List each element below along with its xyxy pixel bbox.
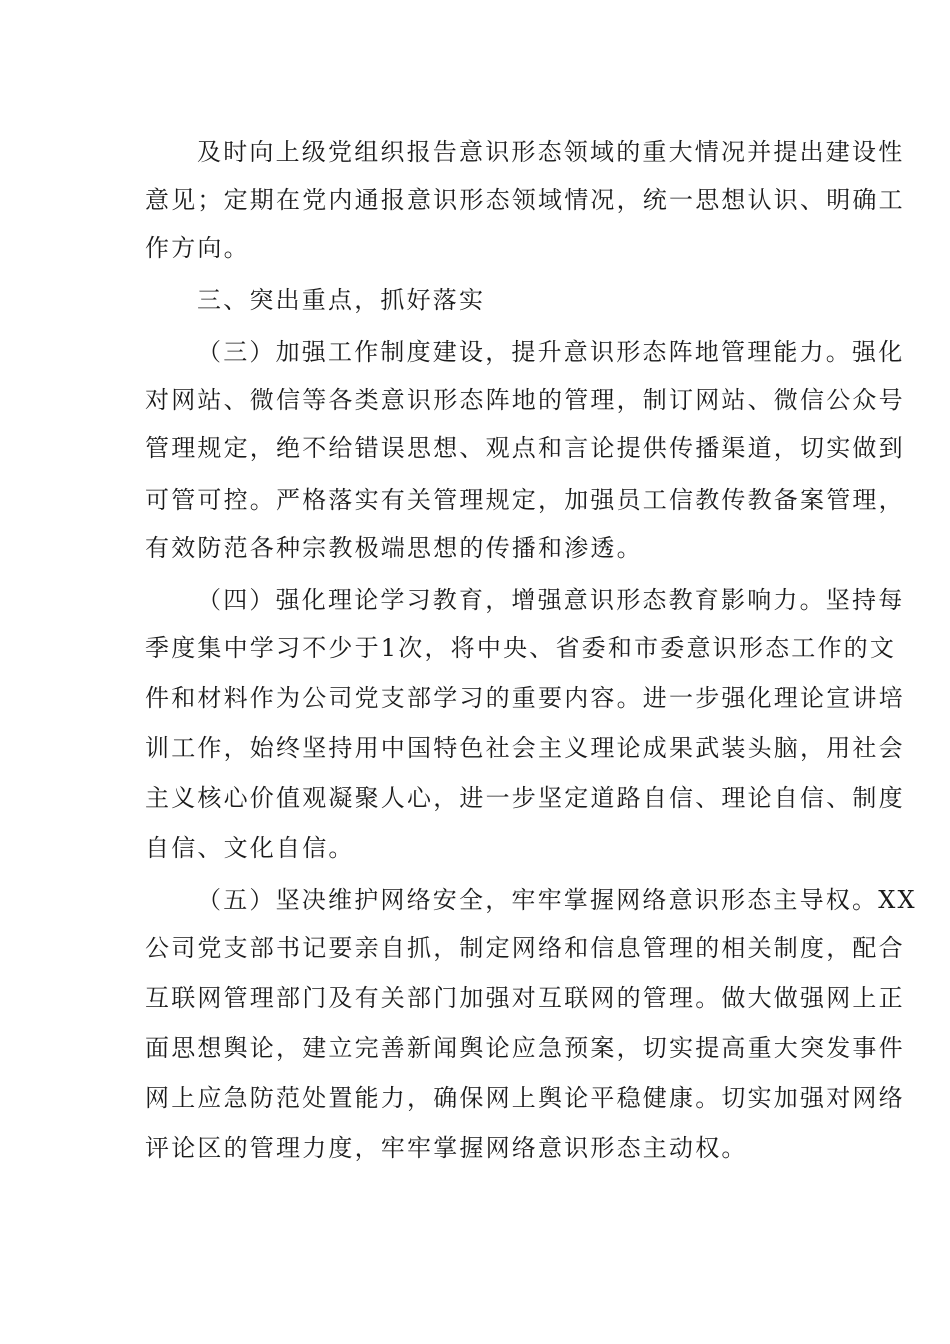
text-line: 可管可控。严格落实有关管理规定，加强员工信教传教备案管理， — [145, 486, 905, 514]
text-line: （四）强化理论学习教育，增强意识形态教育影响力。坚持每 — [197, 586, 905, 614]
text-line: 公司党支部书记要亲自抓，制定网络和信息管理的相关制度，配合 — [145, 934, 905, 962]
text-line: 意见；定期在党内通报意识形态领域情况，统一思想认识、明确工 — [145, 186, 905, 214]
text-line: 有效防范各种宗教极端思想的传播和渗透。 — [145, 534, 643, 562]
text-line: 主义核心价值观凝聚人心，进一步坚定道路自信、理论自信、制度 — [145, 784, 905, 812]
text-line: 管理规定，绝不给错误思想、观点和言论提供传播渠道，切实做到 — [145, 434, 905, 462]
text-line: 评论区的管理力度，牢牢掌握网络意识形态主动权。 — [145, 1134, 748, 1162]
text-line: 自信、文化自信。 — [145, 834, 355, 862]
text-line: 季度集中学习不少于1次，将中央、省委和市委意识形态工作的文 — [145, 634, 897, 662]
text-line: 对网站、微信等各类意识形态阵地的管理，制订网站、微信公众号 — [145, 386, 905, 414]
text-line: 作方向。 — [145, 234, 250, 262]
text-line: 互联网管理部门及有关部门加强对互联网的管理。做大做强网上正 — [145, 984, 905, 1012]
text-line: 及时向上级党组织报告意识形态领域的重大情况并提出建设性 — [197, 138, 905, 166]
text-line: （三）加强工作制度建设，提升意识形态阵地管理能力。强化 — [197, 338, 905, 366]
text-line: 网上应急防范处置能力，确保网上舆论平稳健康。切实加强对网络 — [145, 1084, 905, 1112]
text-line: 件和材料作为公司党支部学习的重要内容。进一步强化理论宣讲培 — [145, 684, 905, 712]
section-heading: 三、突出重点，抓好落实 — [197, 286, 486, 314]
text-line: 面思想舆论，建立完善新闻舆论应急预案，切实提高重大突发事件 — [145, 1034, 905, 1062]
text-line: （五）坚决维护网络安全，牢牢掌握网络意识形态主导权。XX — [197, 886, 917, 914]
text-line: 训工作，始终坚持用中国特色社会主义理论成果武装头脑，用社会 — [145, 734, 905, 762]
